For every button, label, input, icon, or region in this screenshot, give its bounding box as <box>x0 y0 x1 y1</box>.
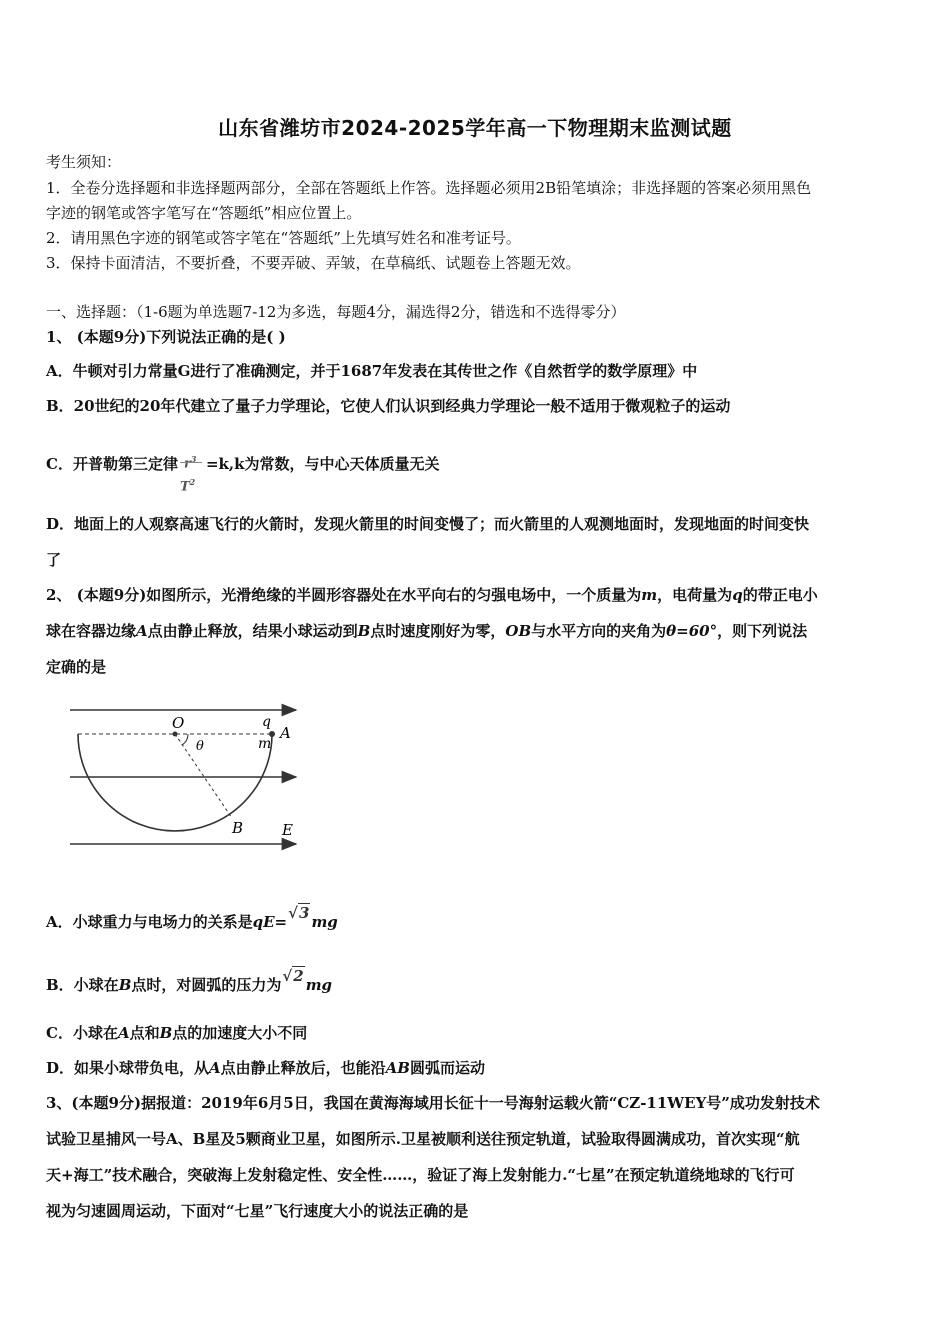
page-title: 山东省潍坊市2024-2025学年高一下物理期末监测试题 <box>218 116 732 140</box>
label-q: q <box>262 714 271 730</box>
question-2-line-3: 定确的是 <box>46 658 107 676</box>
center-point-o <box>173 732 178 737</box>
question-1-option-b: B．20世纪的20年代建立了量子力学理论，它使人们认识到经典力学理论一般不适用于微观粒子的运动 <box>46 397 731 415</box>
notice-item-3: 3．保持卡面清洁，不要折叠，不要弄破、弄皱，在草稿纸、试题卷上答题无效。 <box>46 254 581 272</box>
question-3-line-3: 天+海工”技术融合，突破海上发射稳定性、安全性……，验证了海上发射能力.“七星”在预定轨道绕地球的飞行可 <box>46 1166 795 1184</box>
field-container-diagram <box>60 700 310 860</box>
fraction-numerator: r <box>183 456 191 472</box>
notice-item-1-line-2: 字迹的钢笔或答字笔写在“答题纸”相应位置上。 <box>46 204 362 222</box>
kepler-fraction <box>178 447 204 495</box>
option-c-prefix: C．开普勒第三定律 <box>46 455 178 473</box>
notice-item-2: 2．请用黑色字迹的钢笔或答字笔在“答题纸”上先填写姓名和准考证号。 <box>46 229 521 247</box>
question-3-line-1: 3、(本题9分)据报道：2019年6月5日，我国在黄海海域用长征十一号海射运载火箭“CZ-11WEY号”成功发射技术 <box>46 1094 820 1112</box>
question-1-stem: 1、 (本题9分)下列说法正确的是( ) <box>46 328 286 346</box>
label-b: B <box>232 819 244 837</box>
question-2-line-1: 2、 (本题9分)如图所示，光滑绝缘的半圆形容器处在水平向右的匀强电场中，一个质量为m，电荷量为q的带正电小 <box>46 586 818 604</box>
question-1-option-d-line-1: D．地面上的人观察高速飞行的火箭时，发现火箭里的时间变慢了；而火箭里的人观测地面时，发现地面的时间变快 <box>46 515 810 533</box>
question-3-line-2: 试验卫星捕风一号A、B星及5颗商业卫星，如图所示.卫星被顺利送往预定轨道，试验取得圆满成功，首次实现“航 <box>46 1130 800 1148</box>
notice-heading: 考生须知： <box>46 153 122 171</box>
sqrt-2: √2 <box>282 967 304 985</box>
label-m: m <box>258 736 272 752</box>
question-2-option-b: B．小球在B点时，对圆弧的压力为√2 mg <box>46 967 333 994</box>
angle-arc <box>182 734 188 745</box>
sqrt-3: √3 <box>288 904 310 922</box>
question-1-option-d-line-2: 了 <box>46 551 62 569</box>
label-theta: θ <box>196 739 204 754</box>
question-2-line-2: 球在容器边缘A点由静止释放，结果小球运动到B点时速度刚好为零，OB与水平方向的夹角为θ=60°，则下列说法 <box>46 622 808 640</box>
semicircle-container <box>78 734 272 831</box>
label-a: A <box>280 724 291 742</box>
option-c-suffix: =k,k为常数，与中心天体质量无关 <box>205 455 440 473</box>
numerator-exponent: 3 <box>190 454 197 464</box>
question-1-option-c <box>46 446 908 495</box>
denominator-exponent: 2 <box>189 477 196 487</box>
question-2-option-d: D．如果小球带负电，从A点由静止释放后，也能沿AB圆弧而运动 <box>46 1059 486 1077</box>
notice-item-1-line-1: 1．全卷分选择题和非选择题两部分，全部在答题纸上作答。选择题必须用2B铅笔填涂；非选择题的答案必须用黑色 <box>46 179 812 197</box>
question-2-option-c: C．小球在A点和B点的加速度大小不同 <box>46 1024 308 1042</box>
fraction-denominator: T <box>179 479 190 495</box>
question-1-option-a: A．牛顿对引力常量G进行了准确测定，并于1687年发表在其传世之作《自然哲学的数学原理》中 <box>46 362 698 380</box>
label-o: O <box>172 714 185 732</box>
label-e: E <box>282 821 293 839</box>
question-3-line-4: 视为匀速圆周运动，下面对“七星”飞行速度大小的说法正确的是 <box>46 1202 469 1220</box>
question-2-option-a: A．小球重力与电场力的关系是qE=√3 mg <box>46 904 338 931</box>
section-heading: 一、选择题：（1-6题为单选题7-12为多选，每题4分，漏选得2分，错选和不选得零分） <box>46 303 626 321</box>
